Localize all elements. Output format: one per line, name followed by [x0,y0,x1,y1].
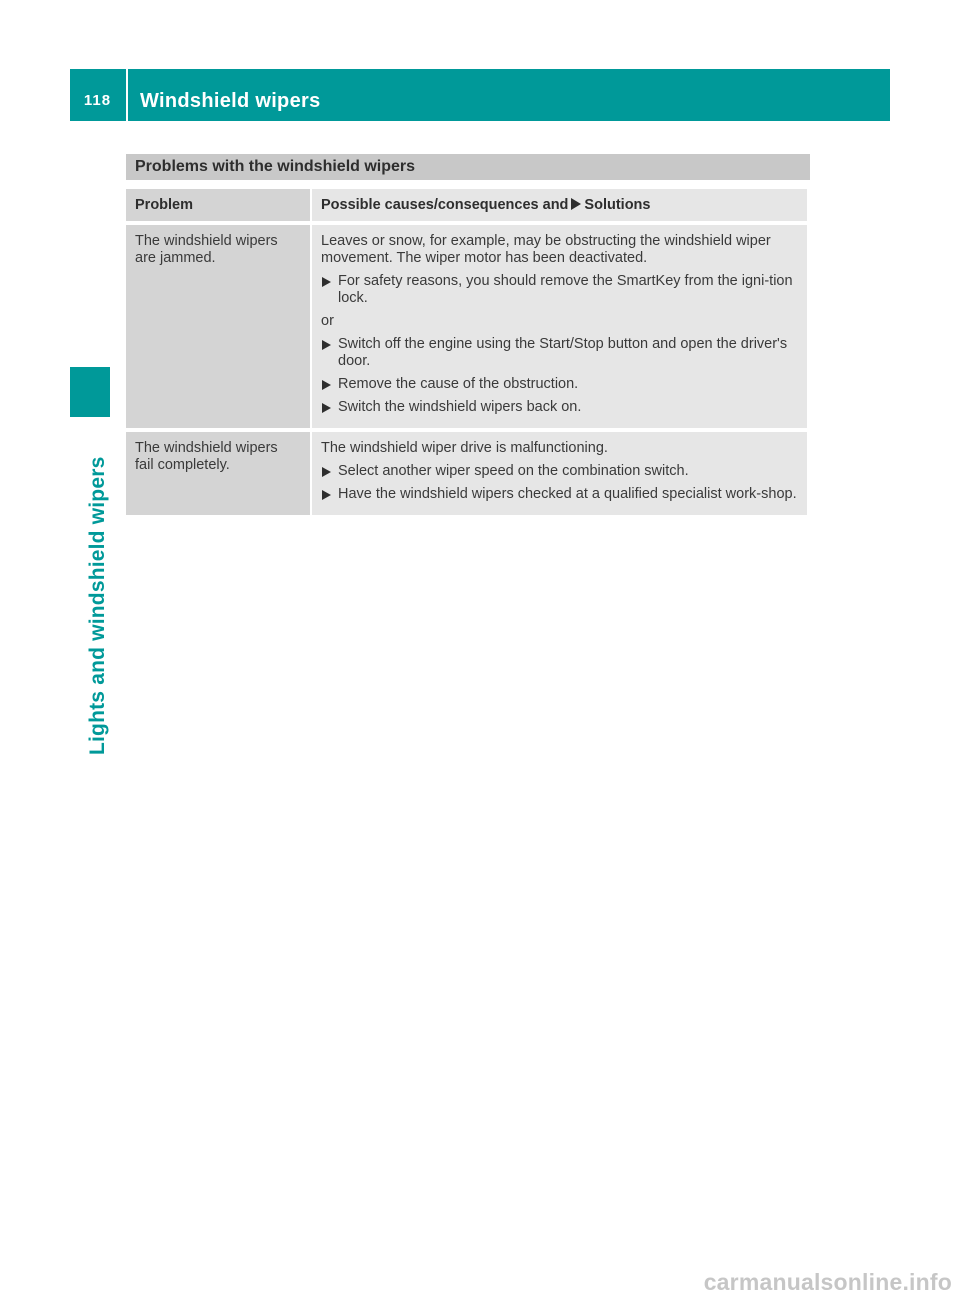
step-text: For safety reasons, you should remove the SmartKey from the igni-tion lock. [338,273,793,306]
cause-text: The windshield wiper drive is malfunctioning. [321,440,608,456]
step-text: Have the windshield wipers checked at a qualified specialist work-shop. [338,486,797,502]
solution-cell [312,225,807,428]
watermark: carmanualsonline.info [703,1269,952,1295]
action-step [321,463,801,480]
or-separator: or [321,313,334,329]
action-step [321,273,801,307]
action-arrow-icon [322,380,331,390]
step-text: Select another wiper speed on the combination switch. [338,463,689,479]
column-header-solutions [312,189,807,221]
step-text: Switch the windshield wipers back on. [338,399,582,415]
section-title: Problems with the windshield wipers [126,154,810,180]
problem-text: The windshield wipers are jammed. [135,233,278,266]
table-header-row [126,189,807,221]
action-step [321,336,801,370]
solution-cell [312,432,807,515]
step-text: Switch off the engine using the Start/Stop button and open the driver's door. [338,336,788,369]
table-row [126,432,807,515]
cause-text: Leaves or snow, for example, may be obstructing the windshield wiper movement. The wiper motor has been deactivated. [321,233,771,266]
problem-cell [126,225,310,428]
column-header-solutions-suffix: Solutions [584,197,651,213]
action-step [321,486,801,503]
action-arrow-icon [571,198,581,210]
page-title: Windshield wipers [140,90,321,112]
problem-text: The windshield wipers fail completely. [135,440,278,473]
action-arrow-icon [322,340,331,350]
chapter-tab-marker [70,367,110,417]
column-header-solutions-prefix: Possible causes/consequences and [321,197,569,213]
troubleshooting-table [124,189,809,515]
chapter-label: Lights and windshield wipers [86,456,109,755]
action-step [321,376,801,393]
column-header-problem: Problem [126,189,310,221]
action-arrow-icon [322,490,331,500]
table-row [126,225,807,428]
problem-cell [126,432,310,515]
action-arrow-icon [322,467,331,477]
header-divider [126,69,128,121]
action-arrow-icon [322,403,331,413]
action-arrow-icon [322,277,331,287]
action-step [321,399,801,416]
page-number: 118 [83,92,112,109]
step-text: Remove the cause of the obstruction. [338,376,579,392]
